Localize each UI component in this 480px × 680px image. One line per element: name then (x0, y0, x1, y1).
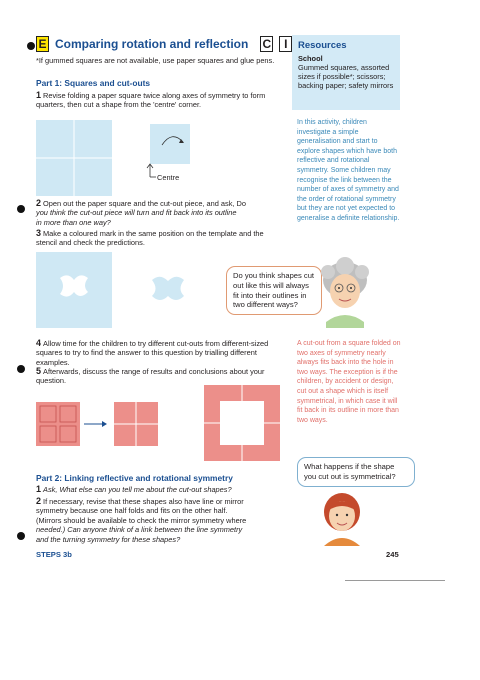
pink-square-small (36, 402, 80, 446)
part1-step1: 1 Revise folding a paper square twice along axes of symmetry to form quarters, then cut a shape from the 'centre' corner. (36, 90, 266, 110)
resources-subtitle: School (298, 54, 323, 63)
resources-title: Resources (298, 40, 347, 51)
footer-series: STEPS 3b (36, 550, 72, 559)
page-number: 245 (386, 550, 399, 559)
section-letter: E (36, 36, 49, 52)
binder-hole (17, 365, 25, 373)
part2-step2: 2 If necessary, revise that these shapes also have line or mirror symmetry because one half folds and fits on the other half. (Mirrors should be available to check the mirror symmetry where needed.) Can anyone think of a link between the line symmetry and the turning symmetry for these shapes? (36, 496, 247, 544)
tag-i: I (279, 36, 292, 52)
tag-c: C (260, 36, 273, 52)
stencil-figure (36, 252, 216, 332)
folded-quarter (150, 124, 190, 164)
folding-figure (36, 120, 286, 200)
centre-label: Centre (157, 173, 180, 182)
page-heading (36, 36, 292, 52)
binder-hole (27, 42, 35, 50)
part1-heading: Part 1: Squares and cut-outs (36, 78, 151, 88)
resources-box (292, 35, 400, 110)
teacher-illustration (318, 258, 372, 328)
part1-step4: 4 Allow time for the children to try different cut-outs from different-sized squares to try to find the answer to this question by trialling different examples. (36, 338, 269, 367)
part2-step1: 1 Ask, What else can you tell me about the cut-out shapes? (36, 484, 232, 494)
side-note-activity: In this activity, children investigate a simple generalisation and start to explore shapes which have both reflective and rotational symmetry. Some children may recognise the link between the number of axes of symmetry and the order of rotational symmetry but they are not yet expected to generalise a definite relationship. (297, 119, 400, 222)
resources-body: Gummed squares, assorted sizes if possible*; scissors; backing paper; safety mirrors (298, 63, 394, 90)
intro-note: *If gummed squares are not available, use paper squares and glue pens. (36, 56, 275, 65)
part1-step2: 2 Open out the paper square and the cut-out piece, and ask, Do you think the cut-out piece will turn and fit back into its outline in more than one way? (36, 198, 246, 227)
binder-hole (17, 205, 25, 213)
part1-step5: 5 Afterwards, discuss the range of results and conclusions about your question. (36, 366, 265, 386)
pink-squares-figure (36, 385, 296, 465)
part1-step3: 3 Make a coloured mark in the same position on the template and the stencil and check the predictions. (36, 228, 264, 248)
binder-hole (17, 532, 25, 540)
teacher-speech-bubble: Do you think shapes cut out like this will always fit into their outlines in two different ways? (226, 266, 322, 315)
child-illustration (318, 490, 366, 546)
page-edge-line (345, 580, 445, 581)
page-title: Comparing rotation and reflection (55, 37, 249, 51)
part2-heading: Part 2: Linking reflective and rotational symmetry (36, 473, 233, 483)
child-speech-bubble: What happens if the shape you cut out is symmetrical? (297, 457, 415, 487)
cut-out-piece (152, 277, 184, 300)
side-note-cutout: A cut-out from a square folded on two axes of symmetry nearly always fits back into the hole in two ways. The exception is if the children, by accident or design, cut out a shape which is itself symmetrical, in which case it will fit back in its outline in more than two ways. (297, 340, 401, 424)
